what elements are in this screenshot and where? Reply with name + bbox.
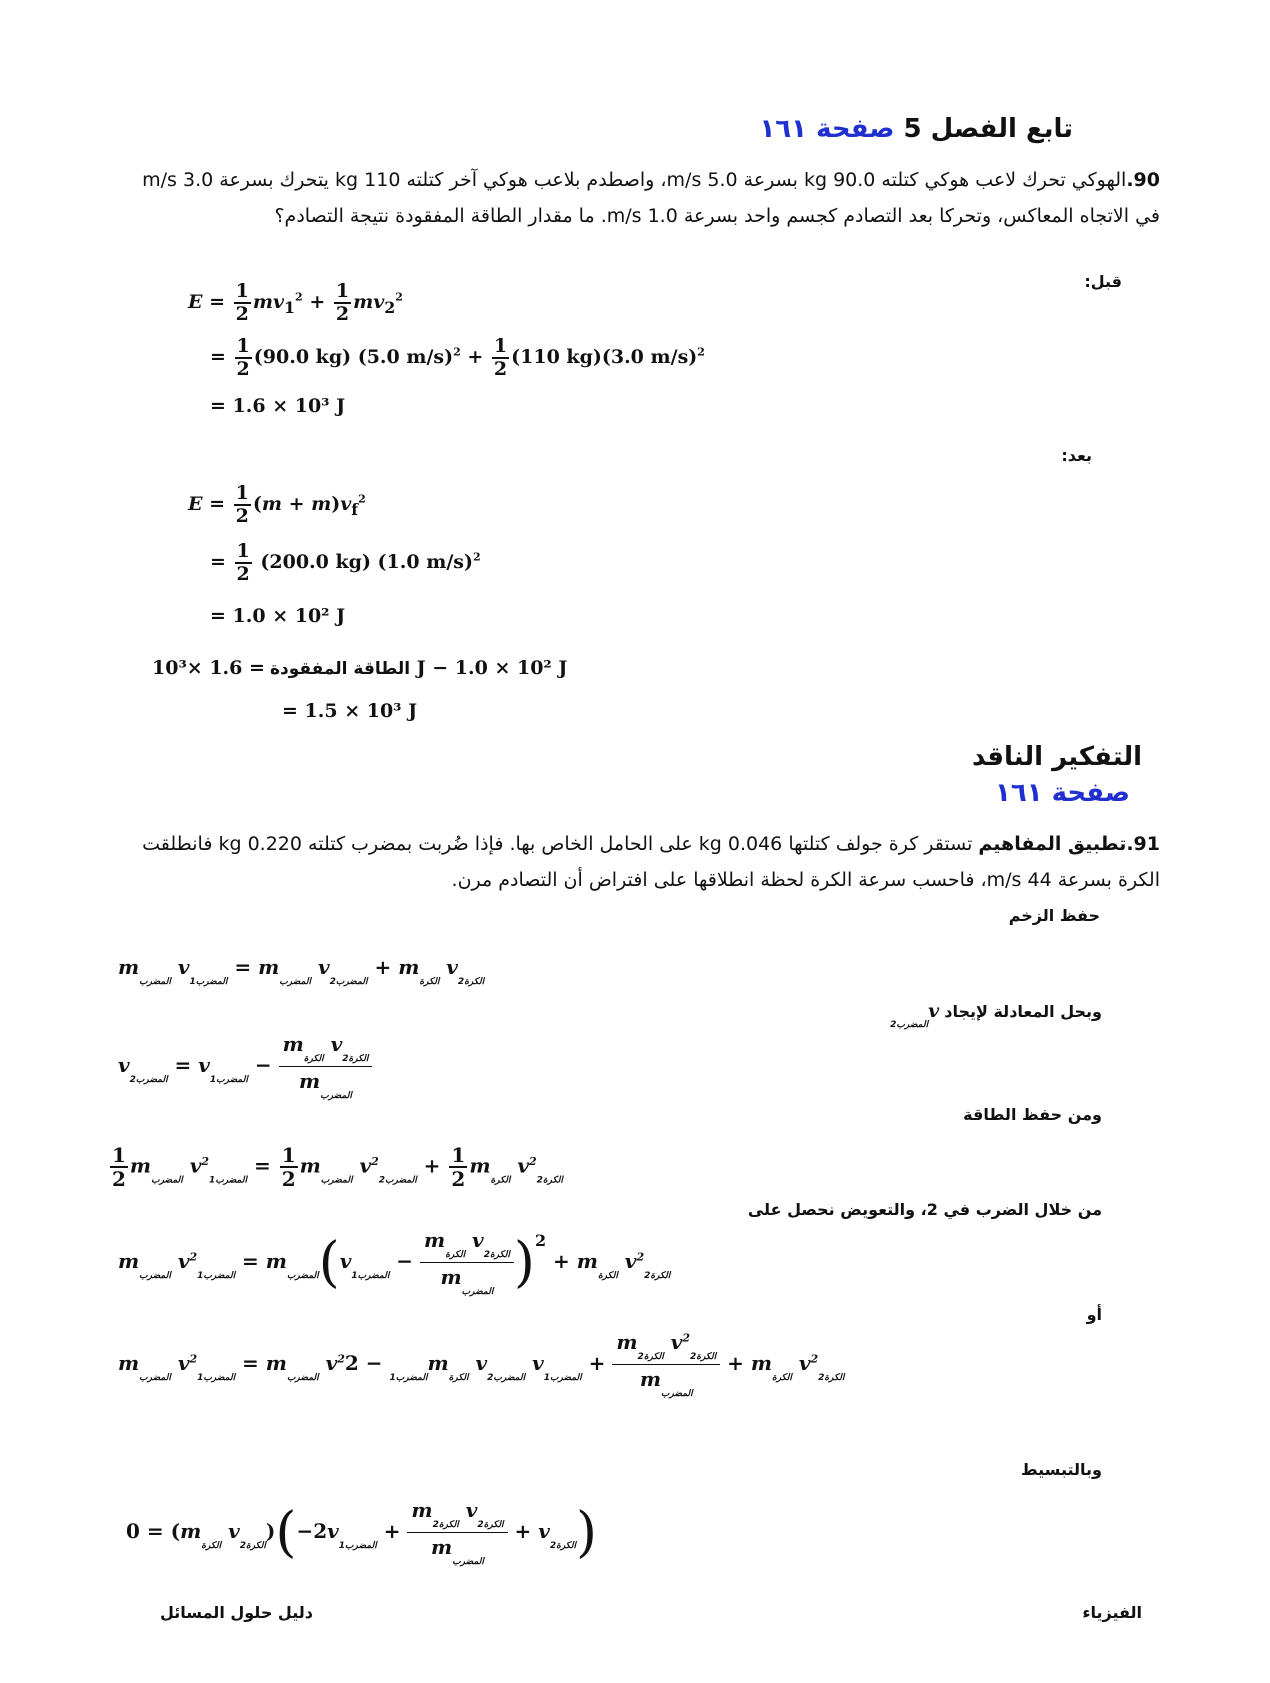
problem-91-line1-text: تستقر كرة جولف كتلتها 0.046 kg على الحامل الخاص بها. فإذا ضُربت بمضرب كتلته 0.220 kg فانطلقت <box>142 833 973 855</box>
or-label: أو <box>1086 1305 1102 1324</box>
energy-lost-label: الطاقة المفقودة <box>270 659 411 679</box>
heading-chapter-num: 5 <box>903 114 922 144</box>
energy-conservation-label: ومن حفظ الطاقة <box>963 1105 1102 1124</box>
simplify-label: وبالتبسيط <box>1021 1460 1102 1479</box>
after-result: = 1.0 × 10² J <box>210 605 346 627</box>
footer-right: الفيزياء <box>1082 1603 1142 1622</box>
heading-page-ref: صفحة ١٦١ <box>759 114 895 144</box>
solved-club-velocity: $v_{المضرب2} = v_{المضرب1}$ − $m_{الكرة}$ $v_{الكرة2}$ $m_{المضرب}$ <box>118 1032 372 1101</box>
critical-thinking-page-ref: صفحة ١٦١ <box>994 778 1130 808</box>
problem-91-line2: الكرة بسرعة 44 m/s، فاحسب سرعة الكرة لحظة انطلاقها على افتراض أن التصادم مرن. <box>451 869 1160 891</box>
energy-lost-equation: = 1.6 ×10³ J − 1.0 × 10² J <box>152 657 568 679</box>
momentum-label: حفظ الزخم <box>1008 906 1100 925</box>
problem-91-line1 <box>100 826 1160 862</box>
problem-91-text <box>100 826 1160 898</box>
expanded-equation: $m_{المضرب}$ $v^2_{المضرب1} = m_{المضرب}$ $v^2_{المضرب1} - 2$ $m_{الكرة}$ $v_{المضرب2}$ $v_{المضرب1}$ + $m_{الكرة2}$ $v^2_{الكرة2}$ $m_{المضرب}$ + $m_{الكرة}$ $v^2_{الكرة2}$ <box>118 1330 845 1399</box>
energy-lost-line <box>152 657 567 679</box>
problem-90-number: 90. <box>1126 169 1160 191</box>
problem-90-line1-text: الهوكي تحرك لاعب هوكي كتلته 90.0 kg بسرعة 5.0 m/s، واصطدم بلاعب هوكي آخر كتلته 110 kg يتحرك بسرعة 3.0 m/s <box>142 169 1127 191</box>
problem-90-line1 <box>100 162 1160 198</box>
multiply-substitute-label: من خلال الضرب في 2، والتعويض نحصل على <box>747 1200 1102 1219</box>
before-label: قبل: <box>1084 272 1122 291</box>
problem-90-line2: في الاتجاه المعاكس، وتحركا بعد التصادم كجسم واحد بسرعة 1.0 m/s. ما مقدار الطاقة المفقودة نتيجة التصادم؟ <box>274 205 1160 227</box>
simplified-equation: $0 = (m_{الكرة}$ $v_{الكرة2})(-2v_{المضرب1}$ + $m_{الكرة2}$ $v_{الكرة2}$ $m_{المضرب}$ + $v_{الكرة2}$) <box>126 1498 598 1567</box>
after-label: بعد: <box>1061 446 1092 465</box>
before-result: = 1.6 × 10³ J <box>210 395 346 417</box>
solve-for-label: وبحل المعادلة لإيجاد <box>944 1002 1102 1021</box>
after-equation-1: E = $\frac{1}{2}$ $(m + m)v_f^2$ <box>188 482 366 527</box>
problem-90-text <box>100 162 1160 234</box>
before-equation-1: E = $\frac{1}{2}$ $mv_1^2$ + $\frac{1}{2}$ $mv_2^2$ <box>188 280 403 325</box>
before-equation-2: = $\frac{1}{2}$ (90.0 kg) (5.0 m/s)$^2$ + $\frac{1}{2}$ (110 kg)(3.0 m/s)$^2$ <box>210 335 705 380</box>
after-equation-2: = $\frac{1}{2}$ (200.0 kg) (1.0 m/s)$^2$ <box>210 540 481 585</box>
substituted-equation: $m_{المضرب}$ $v^2_{المضرب1} = m_{المضرب}(v_{المضرب1}$ − $m_{الكرة}$ $v_{الكرة2}$ $m_{المضرب}$ )$^2 + m_{الكرة}$ $v^2_{الكرة2}$ <box>118 1228 671 1297</box>
energy-equation: $\frac{1}{2}$ $m_{المضرب}$ $v^2_{المضرب1}$ = $\frac{1}{2}$ $m_{المضرب}$ $v^2_{المضرب2}$ + $\frac{1}{2}$ $m_{الكرة}$ $v^2_{الكرة2}$ <box>112 1143 563 1191</box>
footer-left: دليل حلول المسائل <box>160 1603 313 1622</box>
momentum-equation: $m_{المضرب}$ $v_{المضرب1} = m_{المضرب}$ $v_{المضرب2} + m_{الكرة}$ $v_{الكرة2}$ <box>118 955 485 987</box>
critical-thinking-heading: التفكير الناقد <box>971 742 1142 772</box>
solve-for-line <box>890 1000 1102 1030</box>
chapter-heading <box>759 114 1073 144</box>
heading-prefix: تابع الفصل <box>930 114 1073 144</box>
solve-for-variable: $v_{المضرب2}$ <box>890 1000 940 1030</box>
problem-91-topic: تطبيق المفاهيم <box>978 833 1127 855</box>
problem-91-number: 91. <box>1126 833 1160 855</box>
energy-lost-result: = 1.5 × 10³ J <box>282 700 418 722</box>
